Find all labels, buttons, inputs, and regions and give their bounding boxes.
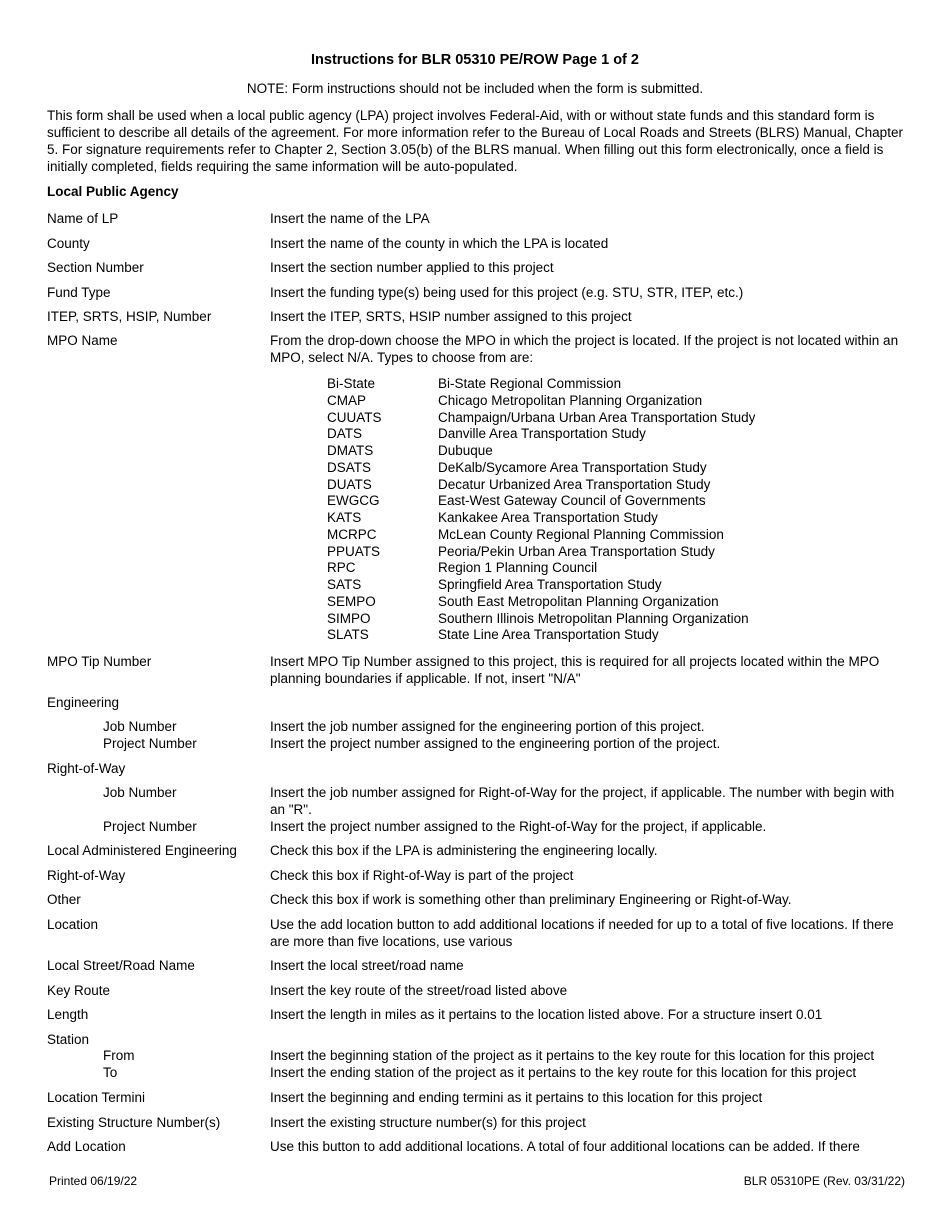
mpo-full-name: South East Metropolitan Planning Organization [438, 593, 719, 609]
mpo-abbreviation: PPUATS [327, 543, 381, 559]
mpo-type-row [327, 410, 847, 427]
field-instruction: Insert the local street/road name [270, 958, 464, 973]
form-revision-id: BLR 05310PE (Rev. 03/31/22) [743, 1174, 905, 1188]
mpo-full-name: State Line Area Transportation Study [438, 627, 659, 643]
field-label: Length [47, 1007, 89, 1022]
mpo-type-row [327, 560, 847, 577]
mpo-type-row [327, 426, 847, 443]
field-label: County [47, 236, 90, 251]
field-instruction: Insert the ITEP, SRTS, HSIP number assigned to this project [270, 309, 632, 324]
mpo-type-row [327, 393, 847, 410]
mpo-full-name: Southern Illinois Metropolitan Planning Organization [438, 610, 749, 626]
mpo-full-name: Decatur Urbanized Area Transportation Study [438, 476, 711, 492]
mpo-full-name: McLean County Regional Planning Commission [438, 526, 724, 542]
field-label: Name of LP [47, 211, 119, 226]
field-label: To [103, 1065, 118, 1080]
mpo-abbreviation: DUATS [327, 476, 372, 492]
mpo-full-name: Champaign/Urbana Urban Area Transportation Study [438, 409, 756, 425]
mpo-type-row [327, 477, 847, 494]
field-instruction: Insert the section number applied to this project [270, 260, 554, 275]
field-instruction: From the drop-down choose the MPO in which the project is located. If the project is not located within an MPO, select N/A. Types to choose from are: [270, 333, 899, 365]
field-label: ITEP, SRTS, HSIP, Number [47, 309, 212, 324]
mpo-type-row [327, 544, 847, 561]
field-instruction: Insert the project number assigned to the engineering portion of the project. [270, 736, 721, 751]
mpo-type-row [327, 376, 847, 393]
field-label: Job Number [103, 719, 177, 734]
field-label: Local Street/Road Name [47, 958, 195, 973]
field-instruction: Insert the job number assigned for Right-of-Way for the project, if applicable. The number with begin with an "R". [270, 785, 895, 817]
intro-paragraph: This form shall be used when a local public agency (LPA) project involves Federal-Aid, with or without state funds and this standard form is sufficient to describe all details of the agreement. For more information refer to the Bureau of Local Roads and Streets (BLRS) Manual, Chapter 5. For signature requirements refer to Chapter 2, Section 3.05(b) of the BLRS manual. When filling out this form electronically, once a field is initially completed, fields requiring the same information will be auto-populated. [47, 108, 903, 174]
mpo-abbreviation: EWGCG [327, 493, 380, 509]
field-label: Fund Type [47, 285, 111, 300]
mpo-full-name: East-West Gateway Council of Governments [438, 493, 706, 509]
field-label: Existing Structure Number(s) [47, 1115, 221, 1130]
mpo-abbreviation: KATS [327, 510, 362, 525]
field-label: Job Number [103, 785, 177, 800]
mpo-full-name: Region 1 Planning Council [438, 560, 598, 576]
mpo-full-name: Chicago Metropolitan Planning Organization [438, 392, 703, 408]
page-title: Instructions for BLR 05310 PE/ROW Page 1 of 2 [311, 52, 639, 68]
field-instruction: Insert the name of the county in which the LPA is located [270, 236, 609, 251]
field-label: Project Number [103, 736, 197, 751]
mpo-full-name: DeKalb/Sycamore Area Transportation Study [438, 459, 707, 475]
field-instruction: Use this button to add additional locations. A total of four additional locations can be added. If there [270, 1139, 860, 1154]
mpo-full-name: Danville Area Transportation Study [438, 426, 646, 442]
mpo-abbreviation: CMAP [327, 392, 367, 408]
field-instruction: Use the add location button to add additional locations if needed for up to a total of five locations. If there are more than five locations, use various [270, 917, 894, 949]
mpo-type-row [327, 627, 847, 644]
mpo-full-name: Kankakee Area Transportation Study [438, 510, 658, 525]
mpo-abbreviation: DSATS [327, 459, 372, 475]
field-label: Section Number [47, 260, 144, 275]
mpo-abbreviation: DMATS [327, 443, 374, 458]
mpo-full-name: Peoria/Pekin Urban Area Transportation Study [438, 543, 715, 559]
mpo-abbreviation: SATS [327, 577, 362, 592]
field-instruction: Check this box if the LPA is administering the engineering locally. [270, 843, 658, 858]
field-instruction: Insert MPO Tip Number assigned to this project, this is required for all projects located within the MPO planning boundaries if applicable. If not, insert "N/A" [270, 654, 880, 686]
field-label: Add Location [47, 1139, 126, 1154]
field-label: MPO Name [47, 333, 118, 348]
printed-date: Printed 06/19/22 [49, 1174, 138, 1188]
field-instruction: Insert the job number assigned for the engineering portion of this project. [270, 719, 705, 734]
mpo-type-row [327, 493, 847, 510]
field-instruction: Insert the beginning and ending termini as it pertains to this location for this project [270, 1090, 763, 1105]
mpo-full-name: Springfield Area Transportation Study [438, 577, 662, 592]
field-instruction: Insert the funding type(s) being used for this project (e.g. STU, STR, ITEP, etc.) [270, 285, 744, 300]
mpo-abbreviation: SIMPO [327, 610, 371, 626]
mpo-type-row [327, 460, 847, 477]
field-label: Right-of-Way [47, 761, 126, 776]
field-label: Station [47, 1032, 90, 1047]
field-label: Location [47, 917, 99, 932]
field-label: From [103, 1048, 135, 1063]
mpo-abbreviation: SLATS [327, 627, 369, 643]
field-instruction: Insert the beginning station of the project as it pertains to the key route for this location for this project [270, 1048, 875, 1063]
mpo-abbreviation: MCRPC [327, 526, 377, 542]
field-label: Project Number [103, 819, 197, 834]
field-instruction: Check this box if work is something other than preliminary Engineering or Right-of-Way. [270, 892, 792, 907]
field-instruction: Insert the length in miles as it pertains to the location listed above. For a structure insert 0.01 [270, 1007, 823, 1022]
mpo-type-row [327, 443, 847, 460]
mpo-type-row [327, 611, 847, 628]
mpo-type-row [327, 577, 847, 594]
field-instruction: Insert the existing structure number(s) for this project [270, 1115, 586, 1130]
mpo-abbreviation: RPC [327, 560, 356, 576]
field-instruction: Insert the name of the LPA [270, 211, 430, 226]
mpo-type-row [327, 527, 847, 544]
field-label: Local Administered Engineering [47, 843, 237, 858]
field-label: Location Termini [47, 1090, 146, 1105]
mpo-type-row [327, 594, 847, 611]
field-label: Key Route [47, 983, 111, 998]
field-label: Other [47, 892, 81, 907]
mpo-types-list [327, 376, 847, 644]
field-instruction: Insert the key route of the street/road listed above [270, 983, 568, 998]
section-heading-local-public-agency: Local Public Agency [47, 184, 179, 199]
field-instruction: Insert the project number assigned to the Right-of-Way for the project, if applicable. [270, 819, 767, 834]
field-instruction: Insert the ending station of the project as it pertains to the key route for this location for this project [270, 1065, 857, 1080]
mpo-abbreviation: CUUATS [327, 409, 382, 425]
field-label: Engineering [47, 695, 120, 710]
mpo-full-name: Dubuque [438, 443, 493, 458]
mpo-type-row [327, 510, 847, 527]
mpo-abbreviation: SEMPO [327, 593, 376, 609]
field-label: Right-of-Way [47, 868, 126, 883]
mpo-abbreviation: Bi-State [327, 376, 376, 391]
submission-note: NOTE: Form instructions should not be included when the form is submitted. [246, 81, 704, 96]
mpo-full-name: Bi-State Regional Commission [438, 376, 622, 391]
field-instruction: Check this box if Right-of-Way is part of the project [270, 868, 574, 883]
field-label: MPO Tip Number [47, 654, 152, 669]
mpo-abbreviation: DATS [327, 426, 363, 442]
